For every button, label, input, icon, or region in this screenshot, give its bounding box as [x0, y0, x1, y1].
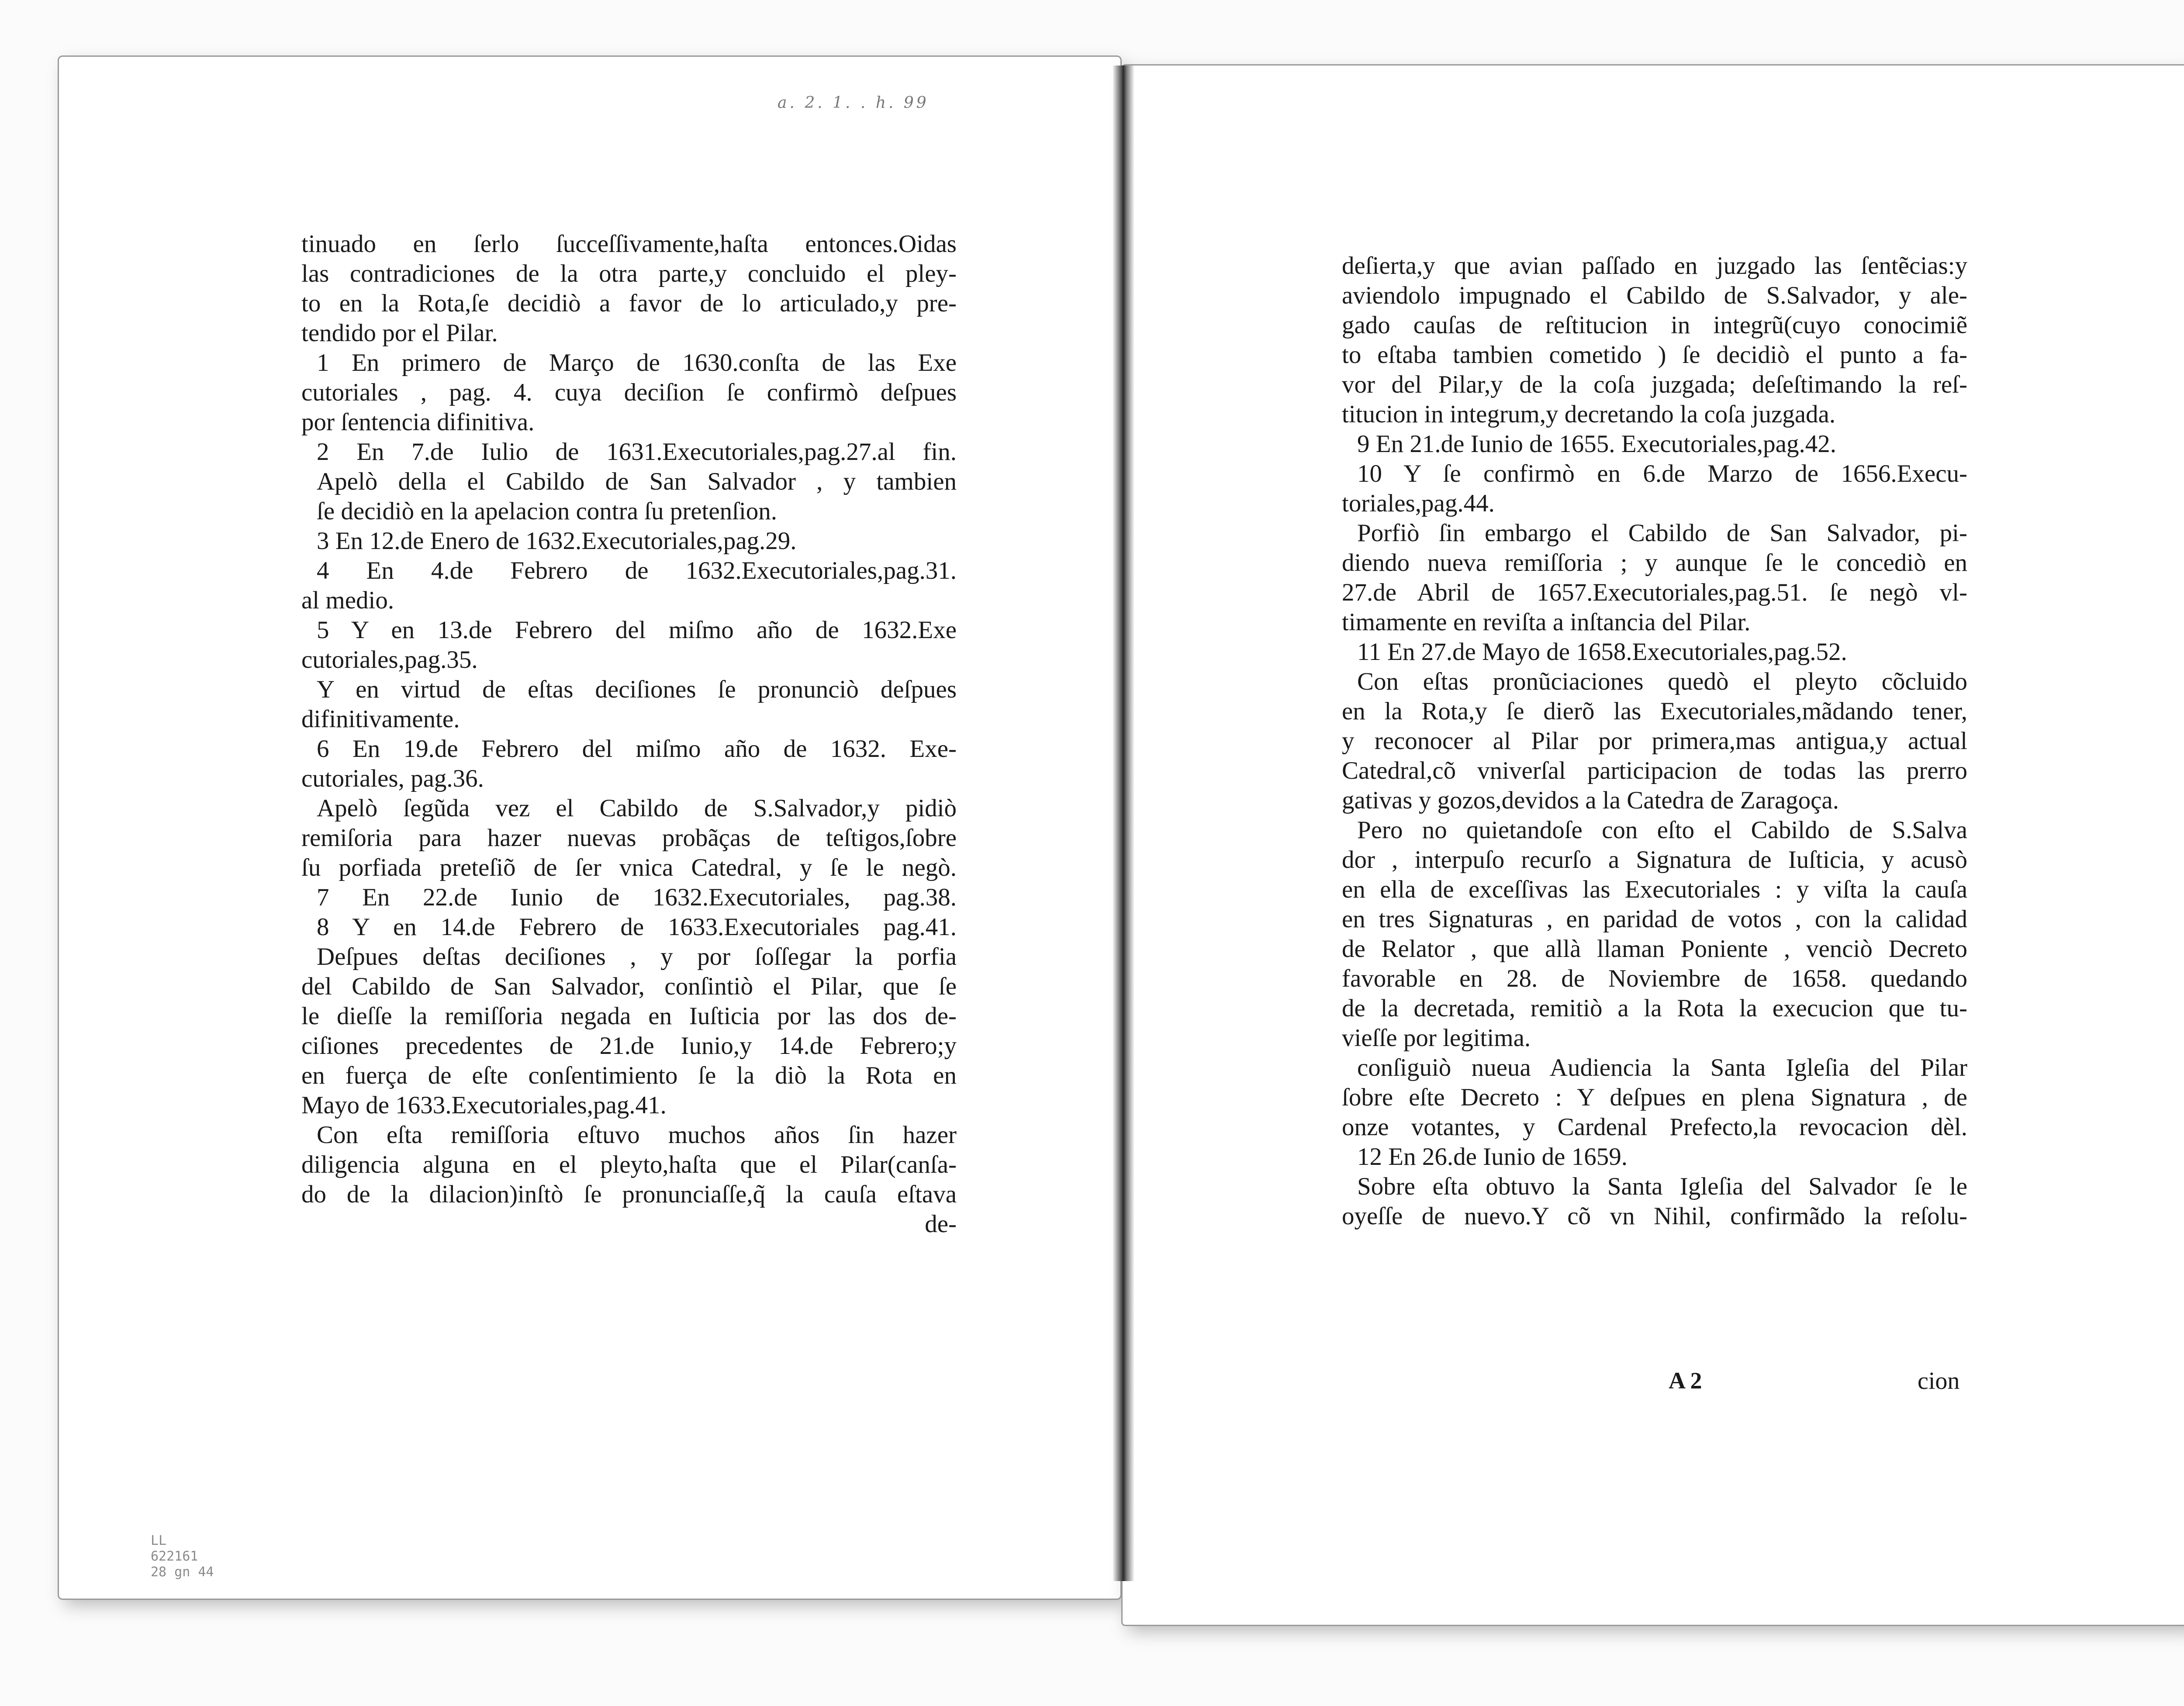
text-line: de Relator , que allà llaman Poniente , venciò Decreto	[1342, 935, 1967, 963]
text-line: en fuerça de eſte conſentimiento ſe la diò la Rota en	[301, 1062, 957, 1089]
text-line: 10 Y ſe confirmò en 6.de Marzo de 1656.Execu-	[1357, 460, 1967, 487]
text-line: Con eſta remiſſoria eſtuvo muchos años ſin hazer	[317, 1121, 957, 1149]
text-line: toriales,pag.44.	[1342, 490, 1495, 517]
text-line: 2 En 7.de Iulio de 1631.Executoriales,pag.27.al fin.	[317, 438, 957, 466]
text-line: Catedral,cõ vniverſal participacion de todas las prerro	[1342, 757, 1967, 784]
text-line: to en la Rota,ſe decidiò a favor de lo articulado,y pre-	[301, 290, 957, 317]
text-line: onze votantes, y Cardenal Prefecto,la revocacion dèl.	[1342, 1113, 1967, 1141]
text-line: difinitivamente.	[301, 705, 460, 733]
text-line: diendo nueva remiſſoria ; y aunque ſe le concediò en	[1342, 549, 1967, 577]
text-line: remiſoria para hazer nuevas probãças de teſtigos,ſobre	[301, 824, 957, 852]
text-line: to eſtaba tambien cometido ) ſe decidiò el punto a fa-	[1342, 341, 1967, 369]
book-gutter	[1113, 66, 1134, 1581]
text-line: en tres Signaturas , en paridad de votos , con la calidad	[1342, 905, 1967, 933]
text-line: gativas y gozos,devidos a la Catedra de Zaragoça.	[1342, 787, 1839, 814]
text-line: Porfiò ſin embargo el Cabildo de San Salvador, pi-	[1357, 519, 1967, 547]
text-line: Apelò della el Cabildo de San Salvador , y tambien	[317, 468, 957, 495]
text-line: Sobre eſta obtuvo la Santa Igleſia del Salvador ſe le	[1357, 1173, 1967, 1200]
text-line: 7 En 22.de Iunio de 1632.Executoriales, pag.38.	[317, 884, 957, 911]
catalog-mark-line: LL	[151, 1533, 167, 1548]
text-line: en ella de exceſſivas las Executoriales : y viſta la cauſa	[1342, 876, 1967, 903]
text-line: cutoriales,pag.35.	[301, 646, 478, 673]
text-line: Con eſtas pronũciaciones quedò el pleyto cõcluido	[1357, 668, 1967, 695]
text-line: 27.de Abril de 1657.Executoriales,pag.51. ſe negò vl-	[1342, 579, 1967, 606]
text-line: do de la dilacion)inſtò ſe pronunciaſſe,q̃ la cauſa eſtava	[301, 1181, 957, 1208]
text-line: 8 Y en 14.de Febrero de 1633.Executoriales pag.41.	[317, 913, 957, 941]
text-line: le dieſſe la remiſſoria negada en Iuſticia por las dos de-	[301, 1002, 957, 1030]
text-line: las contradiciones de la otra parte,y concluido el pley-	[301, 260, 957, 287]
catalog-mark-line: 28 gn 44	[151, 1564, 214, 1580]
text-line: cutoriales , pag. 4. cuya deciſion ſe confirmò deſpues	[301, 379, 957, 406]
text-line: tinuado en ſerlo ſucceſſivamente,haſta entonces.Oidas	[301, 230, 957, 258]
text-line: 12 En 26.de Iunio de 1659.	[1357, 1143, 1628, 1171]
text-line: al medio.	[301, 587, 394, 614]
text-line: Deſpues deſtas deciſiones , y por ſoſſegar la porfia	[317, 943, 957, 970]
text-line: 3 En 12.de Enero de 1632.Executoriales,pag.29.	[317, 527, 797, 555]
text-line: dor , interpuſo recurſo a Signatura de Iuſticia, y acusò	[1342, 846, 1967, 874]
text-line: Apelò ſegũda vez el Cabildo de S.Salvador,y pidiò	[317, 794, 957, 822]
text-line: 1 En primero de Março de 1630.conſta de las Exe	[317, 349, 957, 376]
text-line: timamente en reviſta a inſtancia del Pilar.	[1342, 608, 1751, 636]
text-line: deſierta,y que avian paſſado en juzgado las ſentẽcias:y	[1342, 252, 1967, 280]
text-line: favorable en 28. de Noviembre de 1658. quedando	[1342, 965, 1967, 992]
text-line: conſiguiò nueua Audiencia la Santa Igleſia del Pilar	[1357, 1054, 1967, 1081]
text-line: ſe decidiò en la apelacion contra ſu pretenſion.	[317, 497, 778, 525]
header-scribble: a. 2. 1. . h. 99	[778, 94, 929, 112]
text-line: del Cabildo de San Salvador, conſintiò el Pilar, que ſe	[301, 973, 957, 1000]
left-page-text	[301, 229, 957, 1239]
text-line: 11 En 27.de Mayo de 1658.Executoriales,pag.52.	[1357, 638, 1847, 666]
text-line: cutoriales, pag.36.	[301, 765, 484, 792]
text-line: ſobre eſte Decreto : Y deſpues en plena Signatura , de	[1342, 1084, 1967, 1111]
text-line: 9 En 21.de Iunio de 1655. Executoriales,pag.42.	[1357, 430, 1836, 458]
text-line: diligencia alguna en el pleyto,haſta que el Pilar(canſa-	[301, 1151, 957, 1178]
text-line: y reconocer al Pilar por primera,mas antigua,y actual	[1342, 727, 1967, 755]
text-line: ciſiones precedentes de 21.de Iunio,y 14.de Febrero;y	[301, 1032, 957, 1060]
text-line: en la Rota,y ſe dierõ las Executoriales,mãdando tener,	[1342, 698, 1967, 725]
text-line: titucion in integrum,y decretando la coſa juzgada.	[1342, 401, 1836, 428]
text-line: vor del Pilar,y de la coſa juzgada; deſeſtimando la reſ-	[1342, 371, 1967, 398]
right-page-text	[1342, 251, 1967, 1231]
text-line: vieſſe por legitima.	[1342, 1024, 1531, 1052]
catalog-mark-line: 622161	[151, 1549, 198, 1564]
text-line: de la decretada, remitiò a la Rota la execucion que tu-	[1342, 995, 1967, 1022]
text-line: Mayo de 1633.Executoriales,pag.41.	[301, 1091, 667, 1119]
text-line: Pero no quietandoſe con eſto el Cabildo de S.Salva	[1357, 816, 1967, 844]
text-line: 4 En 4.de Febrero de 1632.Executoriales,pag.31.	[317, 557, 957, 584]
text-line: 6 En 19.de Febrero del miſmo año de 1632. Exe-	[317, 735, 957, 763]
text-line: tendido por el Pilar.	[301, 319, 498, 347]
text-line: oyeſſe de nuevo.Y cõ vn Nihil, confirmãdo la reſolu-	[1342, 1202, 1967, 1230]
text-line: gado cauſas de reſtitucion in integrũ(cuyo conocimiẽ	[1342, 311, 1967, 339]
catalog-mark	[151, 1533, 214, 1580]
text-line: aviendolo impugnado el Cabildo de S.Salvador, y ale-	[1342, 282, 1967, 309]
text-line: ſu porfiada preteſiõ de ſer vnica Catedral, y ſe le negò.	[301, 854, 957, 881]
page-signature: A 2	[1669, 1368, 1702, 1394]
catchword: cion	[1918, 1368, 1960, 1395]
text-line: 5 Y en 13.de Febrero del miſmo año de 1632.Exe	[317, 616, 957, 644]
catchword: de-	[925, 1210, 957, 1238]
text-line: Y en virtud de eſtas deciſiones ſe pronunciò deſpues	[317, 676, 957, 703]
text-line: por ſentencia difinitiva.	[301, 408, 535, 436]
